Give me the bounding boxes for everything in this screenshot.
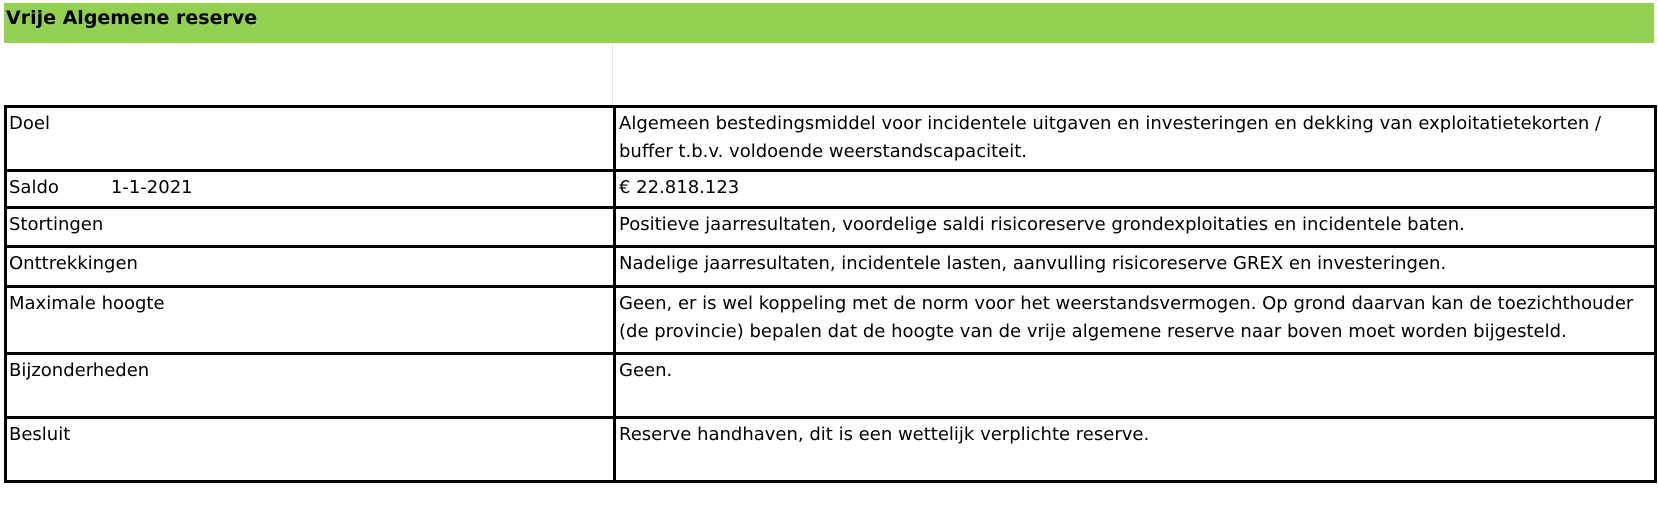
row-label: Maximale hoogte xyxy=(6,287,615,354)
row-label-saldo xyxy=(6,171,615,208)
row-value: € 22.818.123 xyxy=(615,171,1656,208)
row-label: Saldo xyxy=(9,177,59,198)
row-value: Positieve jaarresultaten, voordelige saldi risicoreserve grondexploitaties en incidentele baten. xyxy=(615,208,1656,247)
row-label: Stortingen xyxy=(6,208,615,247)
table-row-saldo xyxy=(6,171,1656,208)
table-row-maximale-hoogte xyxy=(6,287,1656,354)
reserve-info-table xyxy=(4,105,1657,483)
empty-row xyxy=(4,43,1654,105)
row-value: Reserve handhaven, dit is een wettelijk verplichte reserve. xyxy=(615,418,1656,482)
row-label: Bijzonderheden xyxy=(6,354,615,418)
row-value: Nadelige jaarresultaten, incidentele lasten, aanvulling risicoreserve GREX en investeringen. xyxy=(615,247,1656,287)
reserve-sheet xyxy=(4,3,1654,483)
table-row-besluit xyxy=(6,418,1656,482)
row-label: Onttrekkingen xyxy=(6,247,615,287)
table-row-bijzonderheden xyxy=(6,354,1656,418)
table-row-onttrekkingen xyxy=(6,247,1656,287)
saldo-date: 1-1-2021 xyxy=(110,177,193,198)
column-gridline xyxy=(612,43,613,105)
table-row-stortingen xyxy=(6,208,1656,247)
table-row-doel xyxy=(6,107,1656,171)
row-label: Besluit xyxy=(6,418,615,482)
row-value: Algemeen bestedingsmiddel voor incidentele uitgaven en investeringen en dekking van exploitatietekorten / buffer t.b.v. voldoende weerstandscapaciteit. xyxy=(615,107,1656,171)
row-value: Geen, er is wel koppeling met de norm voor het weerstandsvermogen. Op grond daarvan kan de toezichthouder (de provincie) bepalen dat de hoogte van de vrije algemene reserve naar boven moet worden bijgesteld. xyxy=(615,287,1656,354)
row-value: Geen. xyxy=(615,354,1656,418)
row-label: Doel xyxy=(6,107,615,171)
sheet-title: Vrije Algemene reserve xyxy=(4,3,1654,43)
